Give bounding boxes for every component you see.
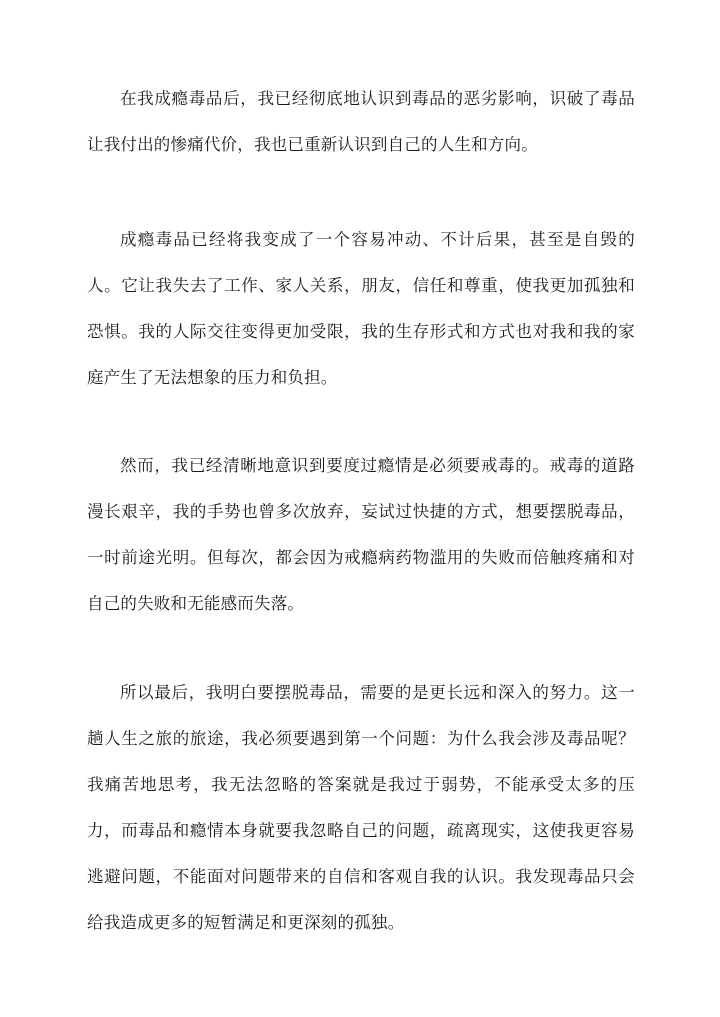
- paragraph-3: 然而，我已经清晰地意识到要度过瘾情是必须要戒毒的。戒毒的道路漫长艰辛，我的手势也曾多次放弃，妄试过快捷的方式，想要摆脱毒品，一时前途光明。但每次，都会因为戒瘾病药物滥用的失败而倍触疼痛和对自己的失败和无能感而失落。: [87, 456, 635, 613]
- paragraph-4: 所以最后，我明白要摆脱毒品，需要的是更长远和深入的努力。这一趟人生之旅的旅途，我必须要遇到第一个问题：为什么我会涉及毒品呢？我痛苦地思考，我无法忽略的答案就是我过于弱势，不能承受太多的压力，而毒品和瘾情本身就要我忽略自己的问题，疏离现实，这使我更容易逃避问题，不能面对问题带来的自信和客观自我的认识。我发现毒品只会给我造成更多的短暂满足和更深刻的孤独。: [87, 683, 635, 932]
- paragraph-1: 在我成瘾毒品后，我已经彻底地认识到毒品的恶劣影响，识破了毒品让我付出的惨痛代价，我也已重新认识到自己的人生和方向。: [87, 89, 635, 154]
- paragraph-2: 成瘾毒品已经将我变成了一个容易冲动、不计后果，甚至是自毁的人。它让我失去了工作、家人关系，朋友，信任和尊重，使我更加孤独和恐惧。我的人际交往变得更加受限，我的生存形式和方式也对我和我的家庭产生了无法想象的压力和负担。: [87, 230, 635, 387]
